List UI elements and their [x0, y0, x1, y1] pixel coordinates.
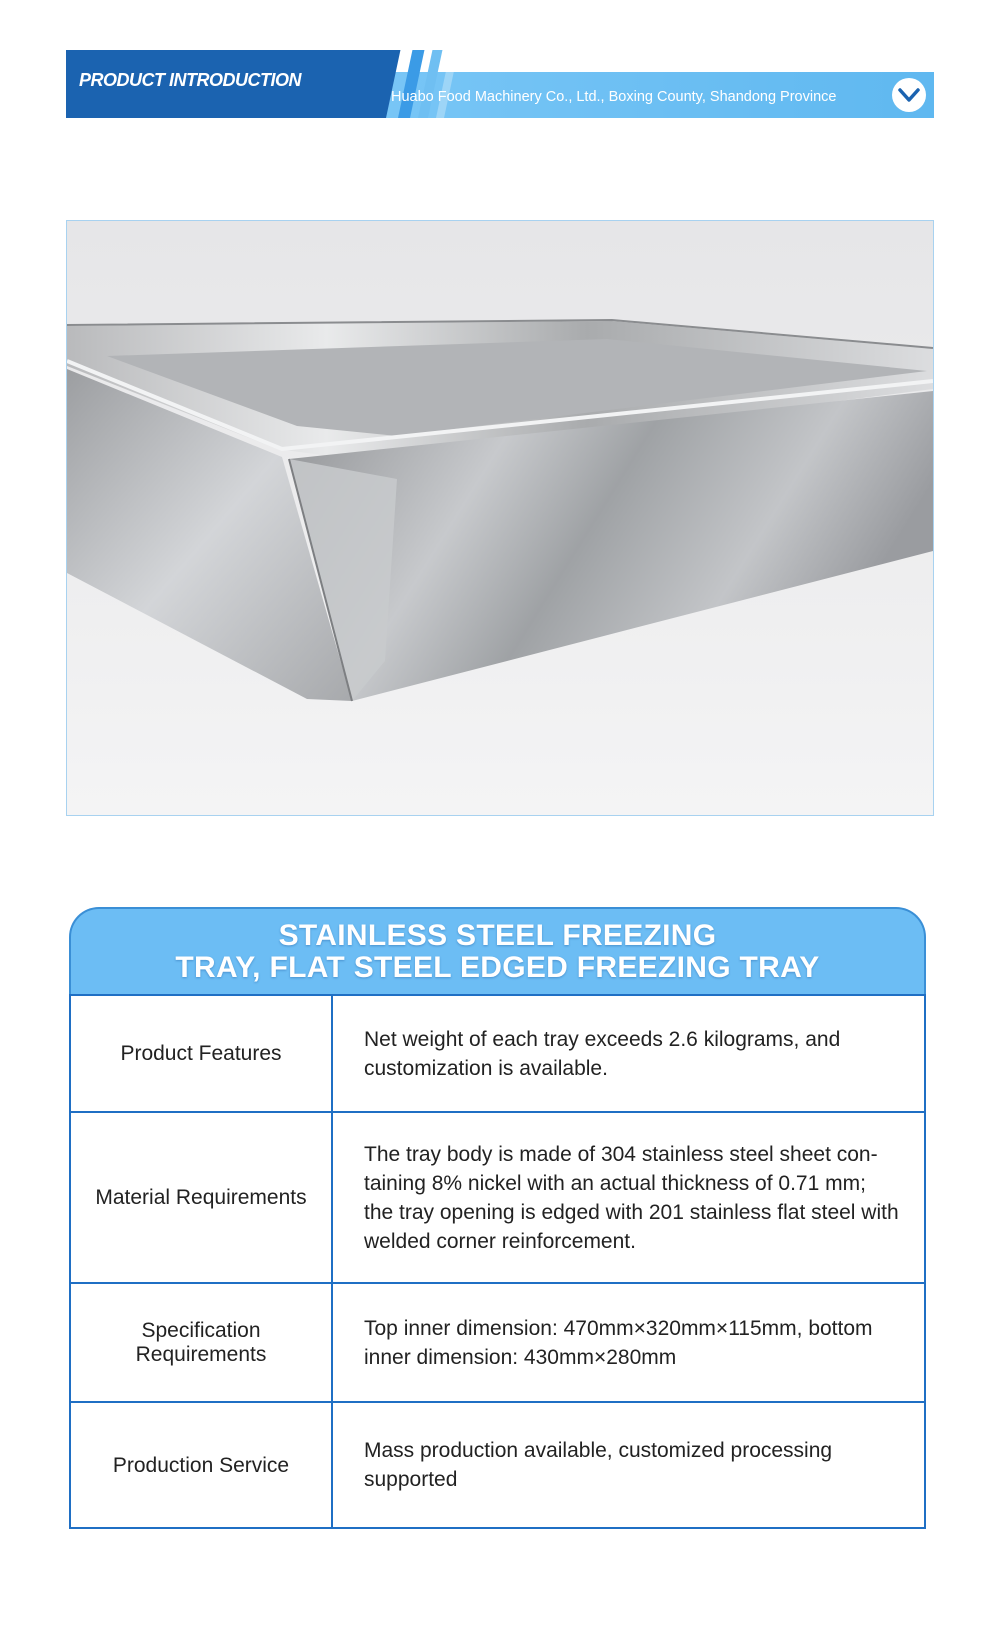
table-row [70, 1112, 925, 1283]
spec-label: Production Service [70, 1402, 332, 1528]
table-row [70, 1402, 925, 1528]
chevron-down-icon[interactable] [892, 78, 926, 112]
spec-value: The tray body is made of 304 stainless steel sheet con-taining 8% nickel with an actual thickness of 0.71 mm; the tray opening is edged with 201 stainless flat steel with welded corner reinforcement. [332, 1112, 925, 1283]
spec-table [69, 994, 926, 1529]
spec-label [70, 1283, 332, 1402]
product-title-line1: STAINLESS STEEL FREEZING [278, 919, 717, 952]
spec-value: Mass production available, customized processing supported [332, 1402, 925, 1528]
product-title-line2: TRAY, FLAT STEEL EDGED FREEZING TRAY [175, 951, 820, 984]
company-name: Huabo Food Machinery Co., Ltd., Boxing County, Shandong Province [391, 89, 837, 105]
table-row [70, 995, 925, 1112]
header-banner [66, 50, 934, 118]
spec-label: Product Features [70, 995, 332, 1112]
spec-value: Net weight of each tray exceeds 2.6 kilograms, and customization is available. [332, 995, 925, 1112]
product-photo [66, 220, 934, 816]
spec-card-header [69, 907, 926, 995]
section-title: PRODUCT INTRODUCTION [79, 70, 301, 90]
spec-card [69, 907, 926, 1544]
spec-label-text: Specification Requirements [135, 1318, 267, 1366]
spec-value: Top inner dimension: 470mm×320mm×115mm, bottom inner dimension: 430mm×280mm [332, 1283, 925, 1402]
spec-label: Material Requirements [70, 1112, 332, 1283]
table-row [70, 1283, 925, 1402]
